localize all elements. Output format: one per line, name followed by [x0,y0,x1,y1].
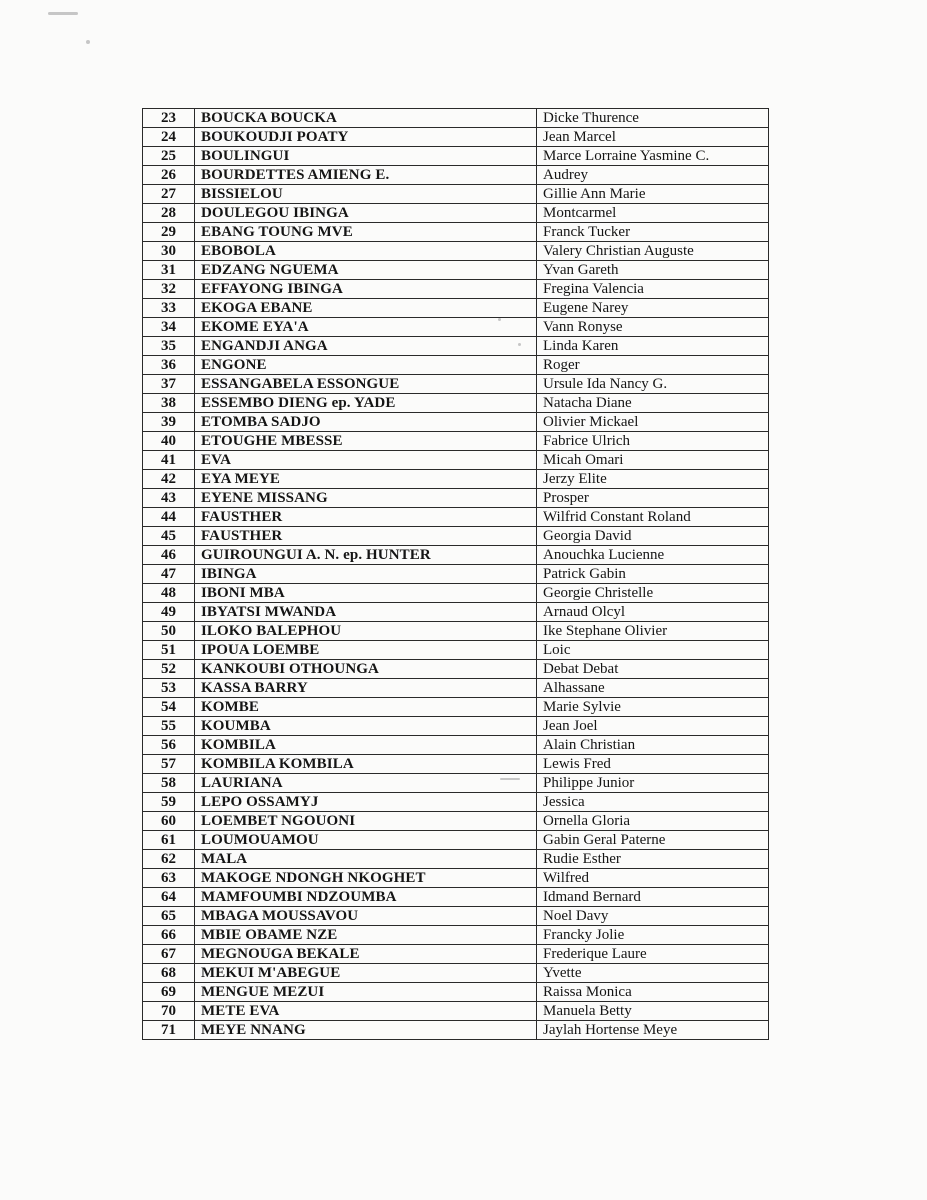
first-name: Ursule Ida Nancy G. [537,375,769,394]
first-name: Rudie Esther [537,850,769,869]
last-name: EVA [195,451,537,470]
last-name: BOUCKA BOUCKA [195,109,537,128]
table-row [143,565,769,584]
last-name: FAUSTHER [195,508,537,527]
table-row [143,660,769,679]
last-name: EKOME EYA'A [195,318,537,337]
table-row [143,679,769,698]
last-name: IPOUA LOEMBE [195,641,537,660]
first-name: Prosper [537,489,769,508]
table-row [143,1002,769,1021]
last-name: ETOMBA SADJO [195,413,537,432]
last-name: FAUSTHER [195,527,537,546]
row-number: 56 [143,736,195,755]
roster-body [143,109,769,1040]
first-name: Wilfrid Constant Roland [537,508,769,527]
first-name: Frederique Laure [537,945,769,964]
last-name: LOUMOUAMOU [195,831,537,850]
first-name: Ike Stephane Olivier [537,622,769,641]
first-name: Debat Debat [537,660,769,679]
first-name: Noel Davy [537,907,769,926]
first-name: Lewis Fred [537,755,769,774]
row-number: 54 [143,698,195,717]
table-row [143,223,769,242]
row-number: 53 [143,679,195,698]
row-number: 30 [143,242,195,261]
first-name: Yvan Gareth [537,261,769,280]
row-number: 61 [143,831,195,850]
row-number: 59 [143,793,195,812]
row-number: 28 [143,204,195,223]
row-number: 62 [143,850,195,869]
table-row [143,204,769,223]
last-name: GUIROUNGUI A. N. ep. HUNTER [195,546,537,565]
last-name: EBANG TOUNG MVE [195,223,537,242]
table-row [143,983,769,1002]
row-number: 32 [143,280,195,299]
row-number: 49 [143,603,195,622]
last-name: BOUKOUDJI POATY [195,128,537,147]
last-name: METE EVA [195,1002,537,1021]
first-name: Marie Sylvie [537,698,769,717]
row-number: 50 [143,622,195,641]
row-number: 25 [143,147,195,166]
row-number: 52 [143,660,195,679]
first-name: Raissa Monica [537,983,769,1002]
first-name: Eugene Narey [537,299,769,318]
first-name: Roger [537,356,769,375]
last-name: MAKOGE NDONGH NKOGHET [195,869,537,888]
table-row [143,717,769,736]
first-name: Jessica [537,793,769,812]
first-name: Natacha Diane [537,394,769,413]
row-number: 67 [143,945,195,964]
row-number: 66 [143,926,195,945]
last-name: EYENE MISSANG [195,489,537,508]
row-number: 57 [143,755,195,774]
last-name: MEYE NNANG [195,1021,537,1040]
first-name: Micah Omari [537,451,769,470]
table-row [143,698,769,717]
row-number: 48 [143,584,195,603]
table-row [143,546,769,565]
row-number: 35 [143,337,195,356]
table-row [143,242,769,261]
last-name: ILOKO BALEPHOU [195,622,537,641]
last-name: EYA MEYE [195,470,537,489]
table-row [143,888,769,907]
row-number: 27 [143,185,195,204]
row-number: 31 [143,261,195,280]
table-row [143,850,769,869]
table-row [143,622,769,641]
first-name: Yvette [537,964,769,983]
table-row [143,945,769,964]
last-name: LOEMBET NGOUONI [195,812,537,831]
first-name: Audrey [537,166,769,185]
first-name: Georgie Christelle [537,584,769,603]
first-name: Jerzy Elite [537,470,769,489]
last-name: MEKUI M'ABEGUE [195,964,537,983]
table-row [143,1021,769,1040]
table-row [143,812,769,831]
row-number: 51 [143,641,195,660]
row-number: 45 [143,527,195,546]
first-name: Loic [537,641,769,660]
table-row [143,964,769,983]
last-name: EBOBOLA [195,242,537,261]
first-name: Anouchka Lucienne [537,546,769,565]
last-name: ENGANDJI ANGA [195,337,537,356]
first-name: Olivier Mickael [537,413,769,432]
last-name: ENGONE [195,356,537,375]
first-name: Jean Joel [537,717,769,736]
last-name: KOMBE [195,698,537,717]
last-name: KOUMBA [195,717,537,736]
row-number: 69 [143,983,195,1002]
table-row [143,147,769,166]
scan-mark [86,40,90,44]
first-name: Francky Jolie [537,926,769,945]
row-number: 60 [143,812,195,831]
table-row [143,318,769,337]
last-name: EDZANG NGUEMA [195,261,537,280]
table-row [143,869,769,888]
last-name: BISSIELOU [195,185,537,204]
first-name: Marce Lorraine Yasmine C. [537,147,769,166]
row-number: 44 [143,508,195,527]
row-number: 40 [143,432,195,451]
first-name: Gillie Ann Marie [537,185,769,204]
table-row [143,451,769,470]
last-name: DOULEGOU IBINGA [195,204,537,223]
row-number: 47 [143,565,195,584]
first-name: Fregina Valencia [537,280,769,299]
table-row [143,774,769,793]
table-row [143,831,769,850]
last-name: IBYATSI MWANDA [195,603,537,622]
table-row [143,375,769,394]
first-name: Georgia David [537,527,769,546]
table-row [143,128,769,147]
last-name: BOULINGUI [195,147,537,166]
first-name: Manuela Betty [537,1002,769,1021]
row-number: 46 [143,546,195,565]
first-name: Linda Karen [537,337,769,356]
last-name: MEGNOUGA BEKALE [195,945,537,964]
last-name: KANKOUBI OTHOUNGA [195,660,537,679]
row-number: 36 [143,356,195,375]
first-name: Dicke Thurence [537,109,769,128]
first-name: Vann Ronyse [537,318,769,337]
first-name: Ornella Gloria [537,812,769,831]
row-number: 65 [143,907,195,926]
last-name: IBINGA [195,565,537,584]
row-number: 34 [143,318,195,337]
last-name: BOURDETTES AMIENG E. [195,166,537,185]
last-name: MENGUE MEZUI [195,983,537,1002]
last-name: ESSANGABELA ESSONGUE [195,375,537,394]
table-row [143,337,769,356]
table-row [143,926,769,945]
table-row [143,109,769,128]
first-name: Philippe Junior [537,774,769,793]
last-name: LEPO OSSAMYJ [195,793,537,812]
table-row [143,584,769,603]
table-row [143,527,769,546]
table-row [143,299,769,318]
table-row [143,394,769,413]
first-name: Patrick Gabin [537,565,769,584]
row-number: 26 [143,166,195,185]
first-name: Idmand Bernard [537,888,769,907]
table-row [143,413,769,432]
table-row [143,166,769,185]
row-number: 68 [143,964,195,983]
first-name: Gabin Geral Paterne [537,831,769,850]
table-row [143,641,769,660]
first-name: Valery Christian Auguste [537,242,769,261]
last-name: KASSA BARRY [195,679,537,698]
row-number: 23 [143,109,195,128]
last-name: MBAGA MOUSSAVOU [195,907,537,926]
row-number: 42 [143,470,195,489]
table-row [143,280,769,299]
first-name: Fabrice Ulrich [537,432,769,451]
row-number: 41 [143,451,195,470]
row-number: 43 [143,489,195,508]
first-name: Jean Marcel [537,128,769,147]
roster-table [142,108,769,1040]
row-number: 58 [143,774,195,793]
table-row [143,736,769,755]
row-number: 24 [143,128,195,147]
first-name: Jaylah Hortense Meye [537,1021,769,1040]
last-name: KOMBILA KOMBILA [195,755,537,774]
table-row [143,470,769,489]
row-number: 70 [143,1002,195,1021]
table-row [143,508,769,527]
table-row [143,356,769,375]
row-number: 33 [143,299,195,318]
row-number: 55 [143,717,195,736]
row-number: 38 [143,394,195,413]
row-number: 64 [143,888,195,907]
last-name: ESSEMBO DIENG ep. YADE [195,394,537,413]
table-row [143,261,769,280]
table-row [143,603,769,622]
first-name: Alhassane [537,679,769,698]
last-name: EFFAYONG IBINGA [195,280,537,299]
last-name: LAURIANA [195,774,537,793]
table-row [143,432,769,451]
last-name: MBIE OBAME NZE [195,926,537,945]
last-name: IBONI MBA [195,584,537,603]
first-name: Franck Tucker [537,223,769,242]
first-name: Arnaud Olcyl [537,603,769,622]
first-name: Wilfred [537,869,769,888]
row-number: 39 [143,413,195,432]
row-number: 71 [143,1021,195,1040]
last-name: ETOUGHE MBESSE [195,432,537,451]
last-name: MALA [195,850,537,869]
table-row [143,489,769,508]
row-number: 29 [143,223,195,242]
row-number: 63 [143,869,195,888]
last-name: EKOGA EBANE [195,299,537,318]
table-row [143,755,769,774]
last-name: MAMFOUMBI NDZOUMBA [195,888,537,907]
first-name: Alain Christian [537,736,769,755]
last-name: KOMBILA [195,736,537,755]
row-number: 37 [143,375,195,394]
first-name: Montcarmel [537,204,769,223]
table-row [143,185,769,204]
scan-mark [48,12,78,15]
table-row [143,907,769,926]
table-row [143,793,769,812]
